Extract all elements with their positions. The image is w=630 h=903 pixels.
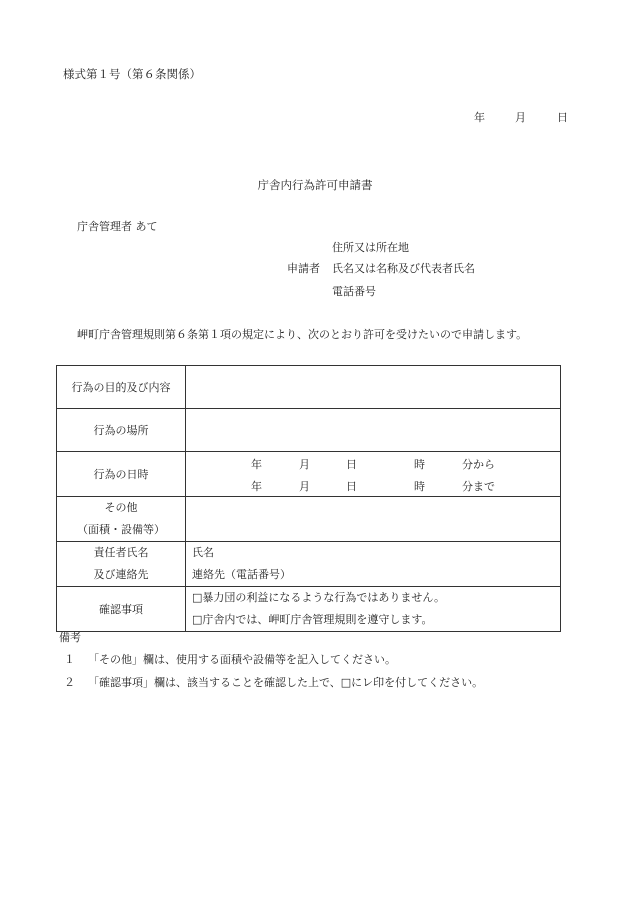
other-label-line1: その他	[104, 501, 138, 514]
note-text: 「その他」欄は、使用する面積や設備等を記入してください。	[88, 653, 396, 666]
table-row	[57, 587, 561, 632]
confirm-item-observe-rules[interactable]: □庁舎内では、岬町庁舎管理規則を遵守します。	[192, 613, 433, 626]
date-day-label: 日	[557, 111, 568, 124]
responsible-name-label: 氏名	[192, 546, 214, 559]
applicant-phone-label: 電話番号	[332, 285, 376, 298]
purpose-field[interactable]	[186, 366, 561, 409]
applicant-address-label: 住所又は所在地	[332, 241, 409, 254]
other-field[interactable]	[186, 497, 561, 542]
note-text: 「確認事項」欄は、該当することを確認した上で、□にレ印を付してください。	[88, 676, 484, 689]
table-row	[57, 542, 561, 587]
from-hour-unit: 時	[414, 458, 425, 471]
confirm-label: 確認事項	[57, 587, 186, 632]
from-month-unit: 月	[299, 458, 310, 471]
note-number: ２	[64, 676, 75, 689]
datetime-label: 行為の日時	[57, 452, 186, 497]
form-number: 様式第１号（第６条関係）	[63, 67, 201, 81]
other-label-line2: （面積・設備等）	[77, 523, 165, 536]
application-statement: 岬町庁舎管理規則第６条第１項の規定により、次のとおり許可を受けたいので申請します。	[77, 328, 528, 341]
table-row	[57, 366, 561, 409]
place-field[interactable]	[186, 409, 561, 452]
from-year-unit: 年	[251, 458, 262, 471]
responsible-label	[57, 542, 186, 587]
responsible-field[interactable]	[186, 542, 561, 587]
confirm-item-no-gang[interactable]: □暴力団の利益になるような行為ではありません。	[192, 591, 446, 604]
date-month-label: 月	[515, 111, 526, 124]
until-day-unit: 日	[346, 480, 357, 493]
applicant-name-label: 氏名又は名称及び代表者氏名	[332, 262, 475, 275]
application-form-table	[56, 365, 561, 632]
other-label	[57, 497, 186, 542]
responsible-label-line1: 責任者氏名	[93, 546, 149, 559]
until-minute-unit: 分まで	[462, 480, 495, 493]
table-row	[57, 497, 561, 542]
document-title: 庁舎内行為許可申請書	[257, 178, 373, 192]
remarks-title: 備考	[59, 631, 81, 644]
responsible-contact-label: 連絡先（電話番号）	[192, 568, 291, 581]
responsible-label-line2: 及び連絡先	[93, 568, 149, 581]
table-row	[57, 409, 561, 452]
until-hour-unit: 時	[414, 480, 425, 493]
datetime-field[interactable]	[186, 452, 561, 497]
datetime-until-row	[186, 474, 560, 496]
from-day-unit: 日	[346, 458, 357, 471]
datetime-from-row	[186, 452, 560, 474]
from-minute-unit: 分から	[462, 458, 495, 471]
date-year-label: 年	[474, 111, 485, 124]
addressee: 庁舎管理者 あて	[77, 220, 158, 233]
table-row	[57, 452, 561, 497]
until-year-unit: 年	[251, 480, 262, 493]
note-number: １	[64, 653, 75, 666]
applicant-label: 申請者	[287, 262, 320, 275]
purpose-label: 行為の目的及び内容	[57, 366, 186, 409]
until-month-unit: 月	[299, 480, 310, 493]
confirm-field	[186, 587, 561, 632]
place-label: 行為の場所	[57, 409, 186, 452]
